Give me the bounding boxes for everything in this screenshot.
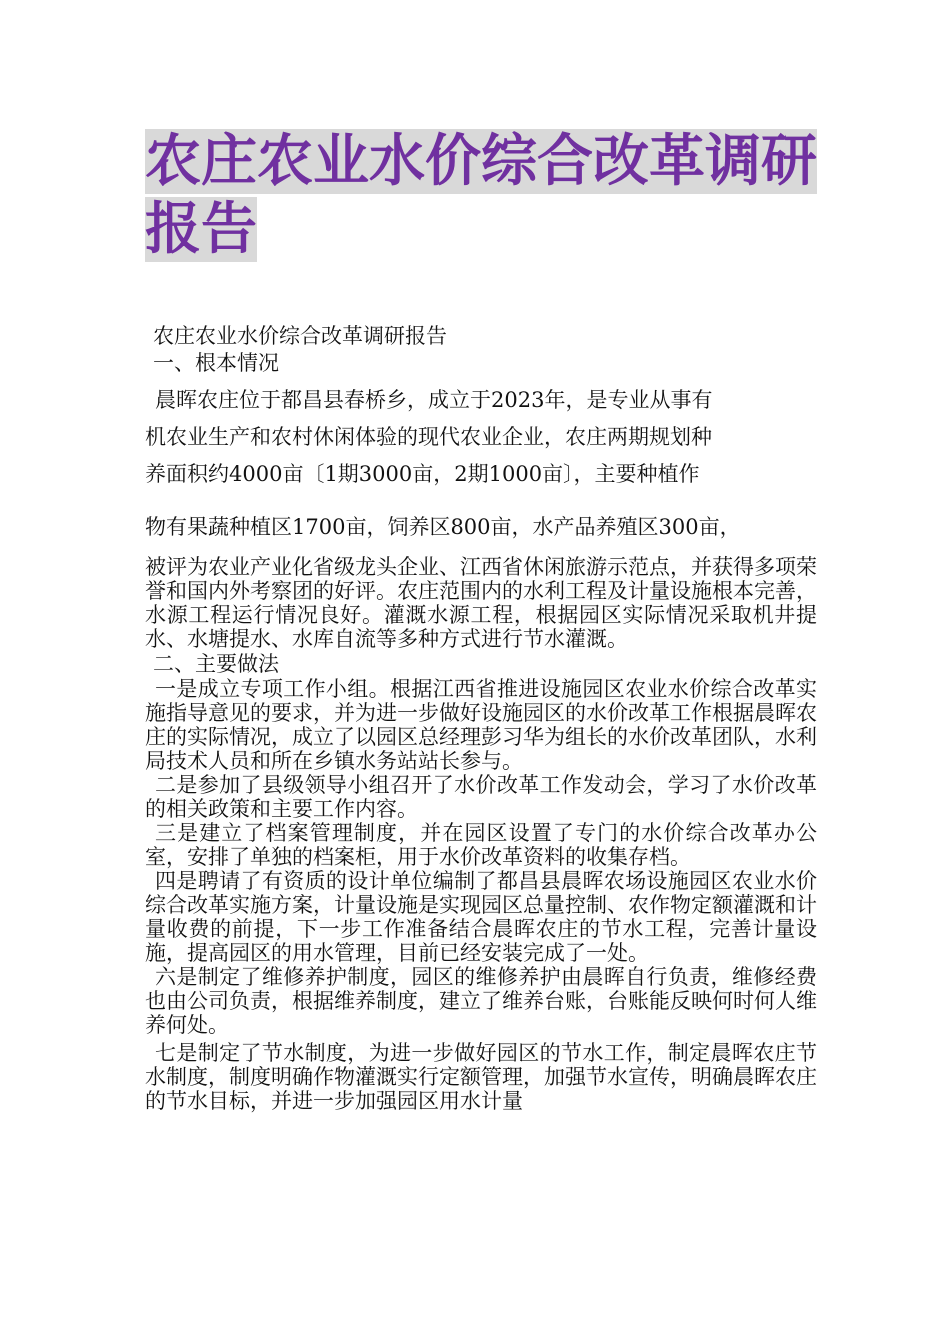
measure-paragraph: 三是建立了档案管理制度，并在园区设置了专门的水价综合改革办公室，安排了单独的档案柜，用于水价改革资料的收集存档。 <box>145 821 817 869</box>
measure-paragraph: 二是参加了县级领导小组召开了水价改革工作发动会，学习了水价改革的相关政策和主要工作内容。 <box>145 773 817 821</box>
measure-paragraph: 六是制定了维修养护制度，园区的维修养护由晨晖自行负责，维修经费也由公司负责，根据维养制度，建立了维养台账，台账能反映何时何人维养何处。 <box>145 965 817 1037</box>
document-body <box>145 322 817 1113</box>
basic-paragraph: 被评为农业产业化省级龙头企业、江西省休闲旅游示范点，并获得多项荣誉和国内外考察团的好评。农庄范围内的水利工程及计量设施根本完善，水源工程运行情况良好。灌溉水源工程，根据园区实际情况采取机井提水、水塘提水、水库自流等多种方式进行节水灌溉。 <box>145 555 817 651</box>
measure-paragraph: 四是聘请了有资质的设计单位编制了都昌县晨晖农场设施园区农业水价综合改革实施方案，计量设施是实现园区总量控制、农作物定额灌溉和计量收费的前提，下一步工作准备结合晨晖农庄的节水工程，完善计量设施，提高园区的用水管理，目前已经安装完成了一处。 <box>145 869 817 965</box>
section-heading-measures: 二、主要做法 <box>153 652 279 676</box>
intro-line: 机农业生产和农村休闲体验的现代农业企业，农庄两期规划种 <box>145 425 712 449</box>
document-title <box>145 128 825 264</box>
intro-line: 物有果蔬种植区1700亩，饲养区800亩，水产品养殖区300亩， <box>145 515 741 539</box>
intro-line: 养面积约4000亩〔1期3000亩，2期1000亩〕，主要种植作 <box>145 462 700 486</box>
measure-paragraph: 一是成立专项工作小组。根据江西省推进设施园区农业水价综合改革实施指导意见的要求，并为进一步做好设施园区的水价改革工作根据晨晖农庄的实际情况，成立了以园区总经理彭习华为组长的水价改革团队，水利局技术人员和所在乡镇水务站站长参与。 <box>145 677 817 773</box>
document-title-text: 农庄农业水价综合改革调研报告 <box>145 129 817 262</box>
document-subtitle: 农庄农业水价综合改革调研报告 <box>153 324 447 348</box>
section-heading-basic: 一、根本情况 <box>153 351 279 375</box>
measure-paragraph: 七是制定了节水制度，为进一步做好园区的节水工作，制定晨晖农庄节水制度，制度明确作物灌溉实行定额管理，加强节水宣传，明确晨晖农庄的节水目标，并进一步加强园区用水计量 <box>145 1041 817 1113</box>
intro-line: 晨晖农庄位于都昌县春桥乡，成立于2023年，是专业从事有 <box>155 388 713 412</box>
